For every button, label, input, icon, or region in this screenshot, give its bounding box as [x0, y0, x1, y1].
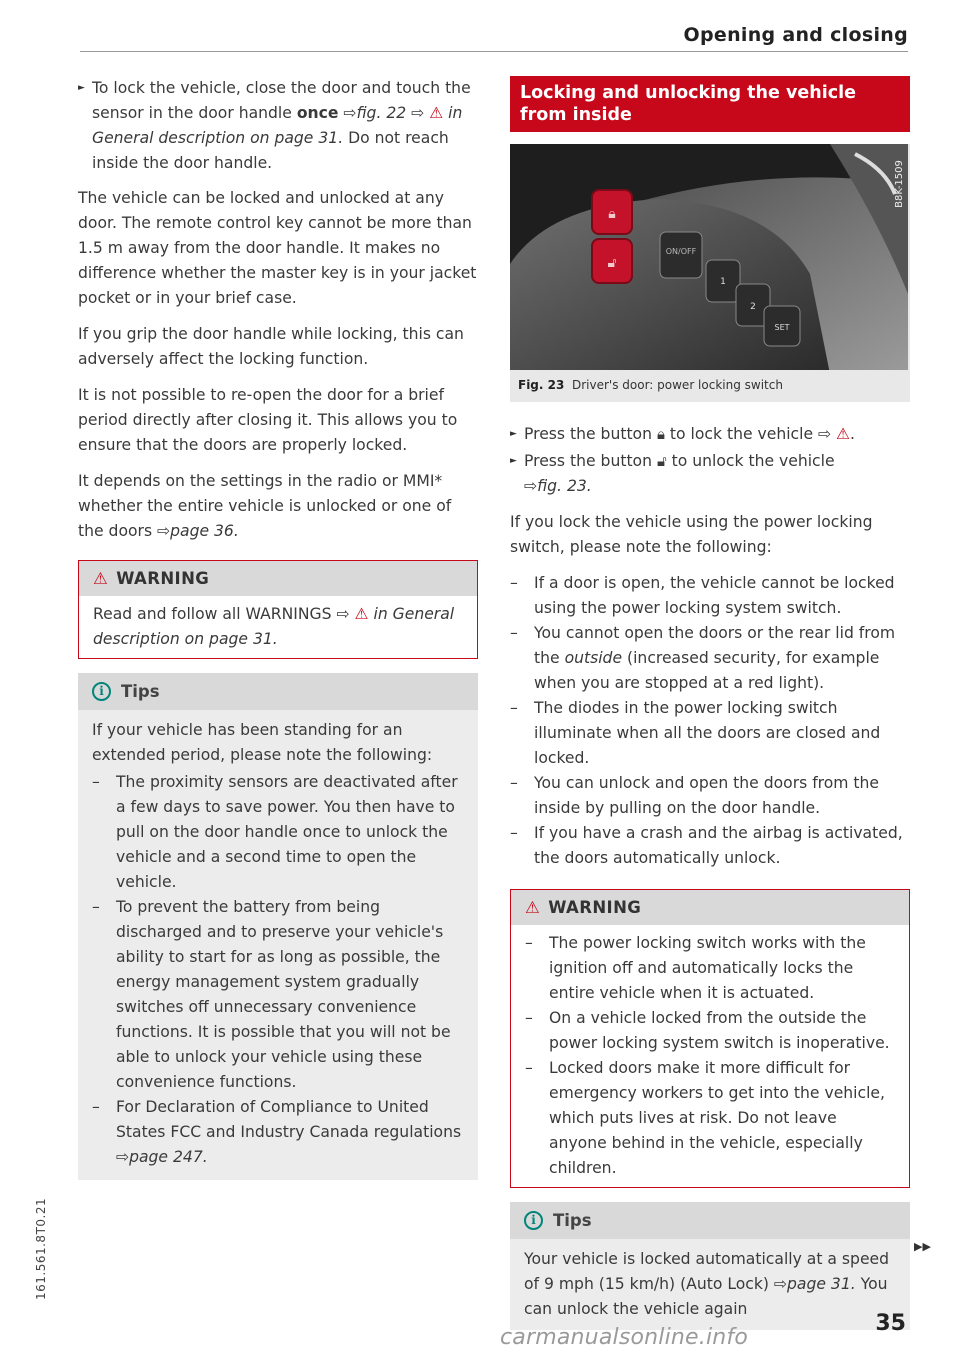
list-item: – You cannot open the doors or the rear lid from the outside (increased security, for example when you are stopped at a red light).: [510, 624, 896, 692]
page-ref-link[interactable]: page 31.: [787, 1275, 856, 1293]
page-ref-link[interactable]: in General description on page 31.: [92, 104, 463, 147]
warning-triangle-icon: ⚠: [429, 104, 444, 122]
figure-ref-link[interactable]: fig. 23.: [537, 477, 592, 495]
list-item: – For Declaration of Compliance to United States FCC and Industry Canada regulations ⇨page 247.: [92, 1098, 462, 1166]
figure-23: [510, 144, 910, 402]
svg-text:🔓︎: 🔓︎: [607, 255, 617, 271]
page-number: 35: [875, 1311, 906, 1336]
info-icon: i: [524, 1211, 543, 1230]
paragraph: If you lock the vehicle using the power locking switch, please note the following:: [510, 513, 873, 556]
warning-box: [78, 560, 478, 659]
list-item: – Locked doors make it more difficult for emergency workers to get into the vehicle, which puts lives at risk. Do not leave anyone behind in the vehicle, especially children.: [525, 1059, 885, 1177]
warning-header: ⚠ WARNING: [511, 890, 909, 925]
page-ref-link[interactable]: page 247.: [129, 1148, 208, 1166]
tips-box: [510, 1202, 910, 1330]
list-item: – To prevent the battery from being discharged and to preserve your vehicle's ability to start for as long as possible, the energy management system gradually switches off unnecessary convenience functions. It is possible that you will not be able to unlock your vehicle using these convenience functions.: [92, 898, 451, 1091]
warning-body: [511, 925, 909, 1187]
right-column: [510, 76, 910, 1330]
list-item: – On a vehicle locked from the outside the power locking system switch is inoperative.: [525, 1009, 890, 1052]
left-column: [78, 76, 478, 1180]
watermark: carmanualsonline.info: [500, 1325, 749, 1350]
paragraph: It is not possible to re-open the door for a brief period directly after closing it. This allows you to ensure that the doors are properly locked.: [78, 386, 458, 454]
tips-box: [78, 673, 478, 1180]
warning-triangle-icon: ⚠: [354, 605, 369, 623]
switch-key-label: 1: [720, 277, 726, 287]
list-item: – The diodes in the power locking switch illuminate when all the doors are closed and locked.: [510, 699, 881, 767]
warning-triangle-icon: ⚠: [836, 425, 851, 443]
switch-key-label: ON/OFF: [665, 247, 697, 256]
figure-ref-link[interactable]: fig. 22: [356, 104, 407, 122]
tips-header: i Tips: [78, 673, 478, 710]
list-item: – The proximity sensors are deactivated after a few days to save power. You then have to pull on the door handle once to unlock the vehicle and a second time to open the vehicle.: [92, 773, 458, 891]
instruction-step: ► Press the button 🔓︎ to unlock the vehicle ⇨fig. 23.: [510, 449, 910, 499]
list-item: – If a door is open, the vehicle cannot be locked using the power locking system switch.: [510, 574, 895, 617]
warning-header: ⚠ WARNING: [79, 561, 477, 596]
page-ref-link[interactable]: in General description on page 31.: [93, 605, 455, 648]
header-rule: [80, 51, 908, 52]
instruction-step: ► To lock the vehicle, close the door and touch the sensor in the door handle once ⇨fig. 22 ⇨ ⚠ in General description on page 31. Do not reach inside the door handle.: [78, 76, 478, 176]
list-item: – The power locking switch works with the ignition off and automatically locks the entire vehicle when it is actuated.: [525, 934, 866, 1002]
list-item: – If you have a crash and the airbag is activated, the doors automatically unlock.: [510, 824, 903, 867]
page-header-title: Opening and closing: [683, 24, 908, 46]
paragraph: It depends on the settings in the radio or MMI* whether the entire vehicle is unlocked or one of the doors ⇨page 36.: [78, 472, 452, 540]
figure-caption: Fig. 23 Driver's door: power locking switch: [518, 378, 783, 392]
svg-text:🔒︎: 🔒︎: [608, 206, 616, 222]
tips-body: Your vehicle is locked automatically at a speed of 9 mph (15 km/h) (Auto Lock) ⇨page 31. You can unlock the vehicle again: [524, 1250, 890, 1318]
info-icon: i: [92, 682, 111, 701]
warning-triangle-icon: ⚠: [525, 898, 541, 917]
warning-triangle-icon: ⚠: [93, 569, 109, 588]
instruction-step: ► Press the button 🔒︎ to lock the vehicle ⇨ ⚠.: [510, 422, 910, 447]
page-ref-link[interactable]: page 36.: [170, 522, 239, 540]
warning-box: [510, 889, 910, 1188]
paragraph: The vehicle can be locked and unlocked at any door. The remote control key cannot be more than 1.5 m away from the door handle. It makes no difference whether the master key is in your jacket pocket or in your brief case.: [78, 189, 477, 307]
unlock-icon: 🔓︎: [656, 452, 667, 470]
paragraph: If you grip the door handle while locking, this can adversely affect the locking function.: [78, 325, 464, 368]
tips-body: If your vehicle has been standing for an extended period, please note the following: – The proximity sensors are deactivated after a few days to save power. You then have to pull on the door handle once to unlock the vehicle and a second time to open the vehicle. – To prevent the battery from being discharged and to preserve your vehicle's ability to start for as long as possible, the energy management system gradually switches off unnecessary convenience functions. It is possible that you will not be able to unlock your vehicle using these convenience functions. – For Declaration of Compliance to United States FCC and Industry Canada regulations ⇨page 247.: [78, 710, 478, 1180]
lock-icon: 🔒︎: [656, 425, 665, 443]
list-item: – You can unlock and open the doors from the inside by pulling on the door handle.: [510, 774, 880, 817]
continue-arrow-icon: ▶▶: [914, 1240, 931, 1253]
switch-key-label: SET: [774, 323, 790, 332]
warning-body: Read and follow all WARNINGS ⇨ ⚠ in General description on page 31.: [93, 605, 455, 648]
document-code: 161.561.8T0.21: [34, 1197, 48, 1300]
power-locking-switch-image: [510, 144, 908, 370]
figure-code: B8K-1509: [894, 160, 905, 208]
switch-key-label: 2: [750, 302, 756, 312]
tips-header: i Tips: [510, 1202, 910, 1239]
section-title: Locking and unlocking the vehicle from inside: [510, 76, 910, 132]
